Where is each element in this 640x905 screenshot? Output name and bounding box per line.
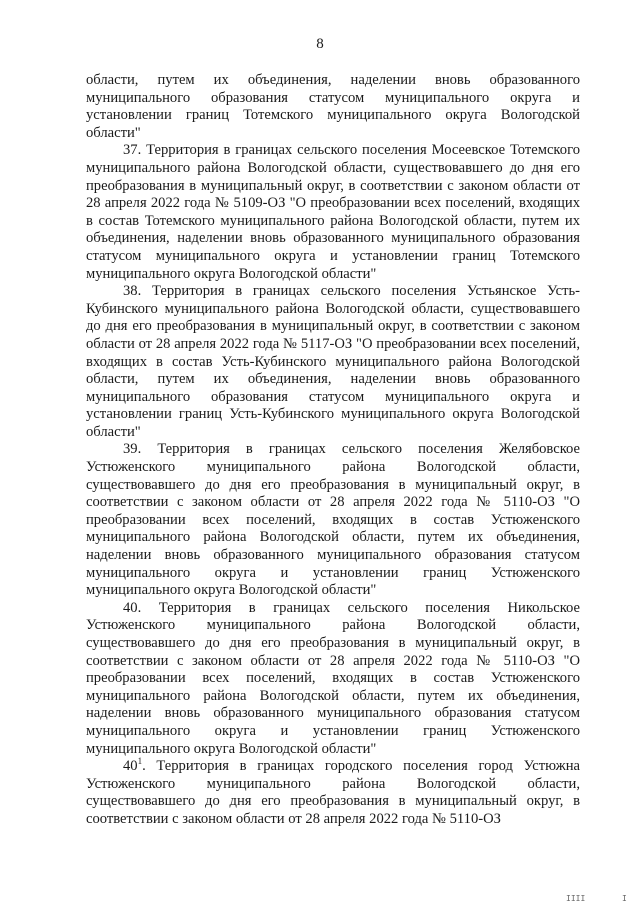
paragraph-item-40-1: [86, 758, 580, 828]
page-number: 8: [316, 36, 324, 52]
paragraph-item-40: 40. Территория в границах сельского поселения Никольское Устюженского муниципального района Вологодской области, существовавшего до дня его преобразования в муниципальный округ, в соответствии с законом области от 28 апреля 2022 года № 5110-ОЗ "О преобразовании всех поселений, входящих в состав Устюженского муниципального района Вологодской области, путем их объединения, наделении вновь образованного муниципального образования статусом муниципального округа и установлении границ Устюженского муниципального округа Вологодской области": [86, 599, 580, 757]
scan-mark-left: IIII: [566, 894, 586, 903]
scan-mark-right: I: [622, 894, 627, 903]
paragraph-item-text: . Территория в границах городского поселения город Устюжна Устюженского муниципального района Вологодской области, существовавшего до дня его преобразования в муниципальный округ, в соответствии с законом области от 28 апреля 2022 года № 5110-ОЗ: [86, 758, 580, 827]
document-body: [86, 72, 580, 829]
paragraph-continuation: области, путем их объединения, наделении вновь образованного муниципального образования статусом муниципального округа и установлении границ Тотемского муниципального округа Вологодской области": [86, 72, 580, 141]
paragraph-item-superscript: 1: [137, 756, 143, 767]
paragraph-item-number: 40: [123, 758, 138, 775]
paragraph-item-37: 37. Территория в границах сельского поселения Мосеевское Тотемского муниципального района Вологодской области, существовавшего до дня его преобразования в муниципальный округ, в соответствии с законом области от 28 апреля 2022 года № 5109-ОЗ "О преобразовании всех поселений, входящих в состав Тотемского муниципального района Вологодской области, путем их объединения, наделении вновь образованного муниципального образования статусом муниципального округа и установлении границ Тотемского муниципального округа Вологодской области": [86, 142, 580, 282]
paragraph-item-39: 39. Территория в границах сельского поселения Желябовское Устюженского муниципального района Вологодской области, существовавшего до дня его преобразования в муниципальный округ, в соответствии с законом области от 28 апреля 2022 года № 5110-ОЗ "О преобразовании всех поселений, входящих в состав Устюженского муниципального района Вологодской области, путем их объединения, наделении вновь образованного муниципального образования статусом муниципального округа и установлении границ Устюженского муниципального округа Вологодской области": [86, 441, 580, 599]
paragraph-item-38: 38. Территория в границах сельского поселения Устьянское Усть-Кубинского муниципального района Вологодской области, существовавшего до дня его преобразования в муниципальный округ, в соответствии с законом области от 28 апреля 2022 года № 5117-ОЗ "О преобразовании всех поселений, входящих в состав Усть-Кубинского муниципального района Вологодской области, путем их объединения, наделении вновь образованного муниципального образования статусом муниципального округа и установлении границ Усть-Кубинского муниципального округа Вологодской области": [86, 283, 580, 440]
